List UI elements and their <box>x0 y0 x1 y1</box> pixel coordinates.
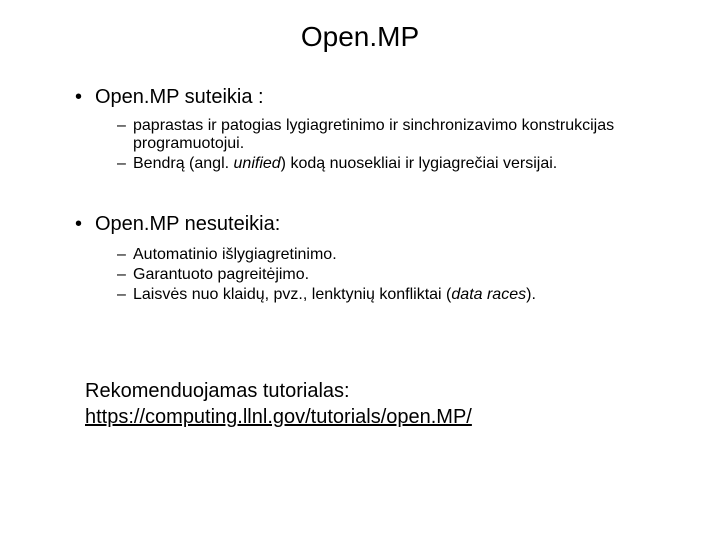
section-heading: Open.MP nesuteikia: <box>95 213 281 235</box>
tutorial-link[interactable]: https://computing.llnl.gov/tutorials/open.MP/ <box>85 406 472 428</box>
dash-icon: – <box>117 266 126 283</box>
list-item-text <box>133 246 695 264</box>
text-segment: Laisvės nuo klaidų, pvz., lenktynių konfliktai ( <box>133 286 452 303</box>
bullet-icon: • <box>75 86 83 108</box>
list-item <box>117 155 695 173</box>
bullet-heading <box>75 212 695 236</box>
slide-title: Open.MP <box>300 21 420 52</box>
dash-icon: – <box>117 155 126 172</box>
list-item-text <box>133 117 695 153</box>
text-segment: ). <box>526 286 536 303</box>
text-segment: Garantuoto pagreitėjimo. <box>133 266 310 283</box>
list-item <box>117 246 695 264</box>
bullet-heading <box>75 85 695 109</box>
section-heading: Open.MP suteikia : <box>95 86 264 108</box>
section-provides <box>75 85 695 175</box>
dash-icon: – <box>117 286 126 303</box>
bullet-icon: • <box>75 213 83 235</box>
sub-list <box>117 246 695 304</box>
dash-icon: – <box>117 117 126 134</box>
sub-list <box>117 117 695 173</box>
dash-icon: – <box>117 246 126 263</box>
list-item-text <box>133 286 695 304</box>
text-segment: Automatinio išlygiagretinimo. <box>133 246 337 263</box>
text-segment: paprastas ir patogias lygiagretinimo ir sinchronizavimo konstrukcijas programuotojui. <box>133 117 615 152</box>
list-item-text <box>133 155 695 173</box>
list-item <box>117 286 695 304</box>
list-item-text <box>133 266 695 284</box>
list-item <box>117 117 695 153</box>
text-segment-italic: data races <box>451 286 527 303</box>
text-segment: ) kodą nuosekliai ir lygiagrečiai versijai. <box>280 155 558 172</box>
recommendation-block <box>85 378 472 430</box>
recommendation-label: Rekomenduojamas tutorialas: <box>85 380 350 402</box>
text-segment: Bendrą (angl. <box>133 155 234 172</box>
list-item <box>117 266 695 284</box>
section-not-provides <box>75 212 695 306</box>
text-segment-italic: unified <box>233 155 281 172</box>
